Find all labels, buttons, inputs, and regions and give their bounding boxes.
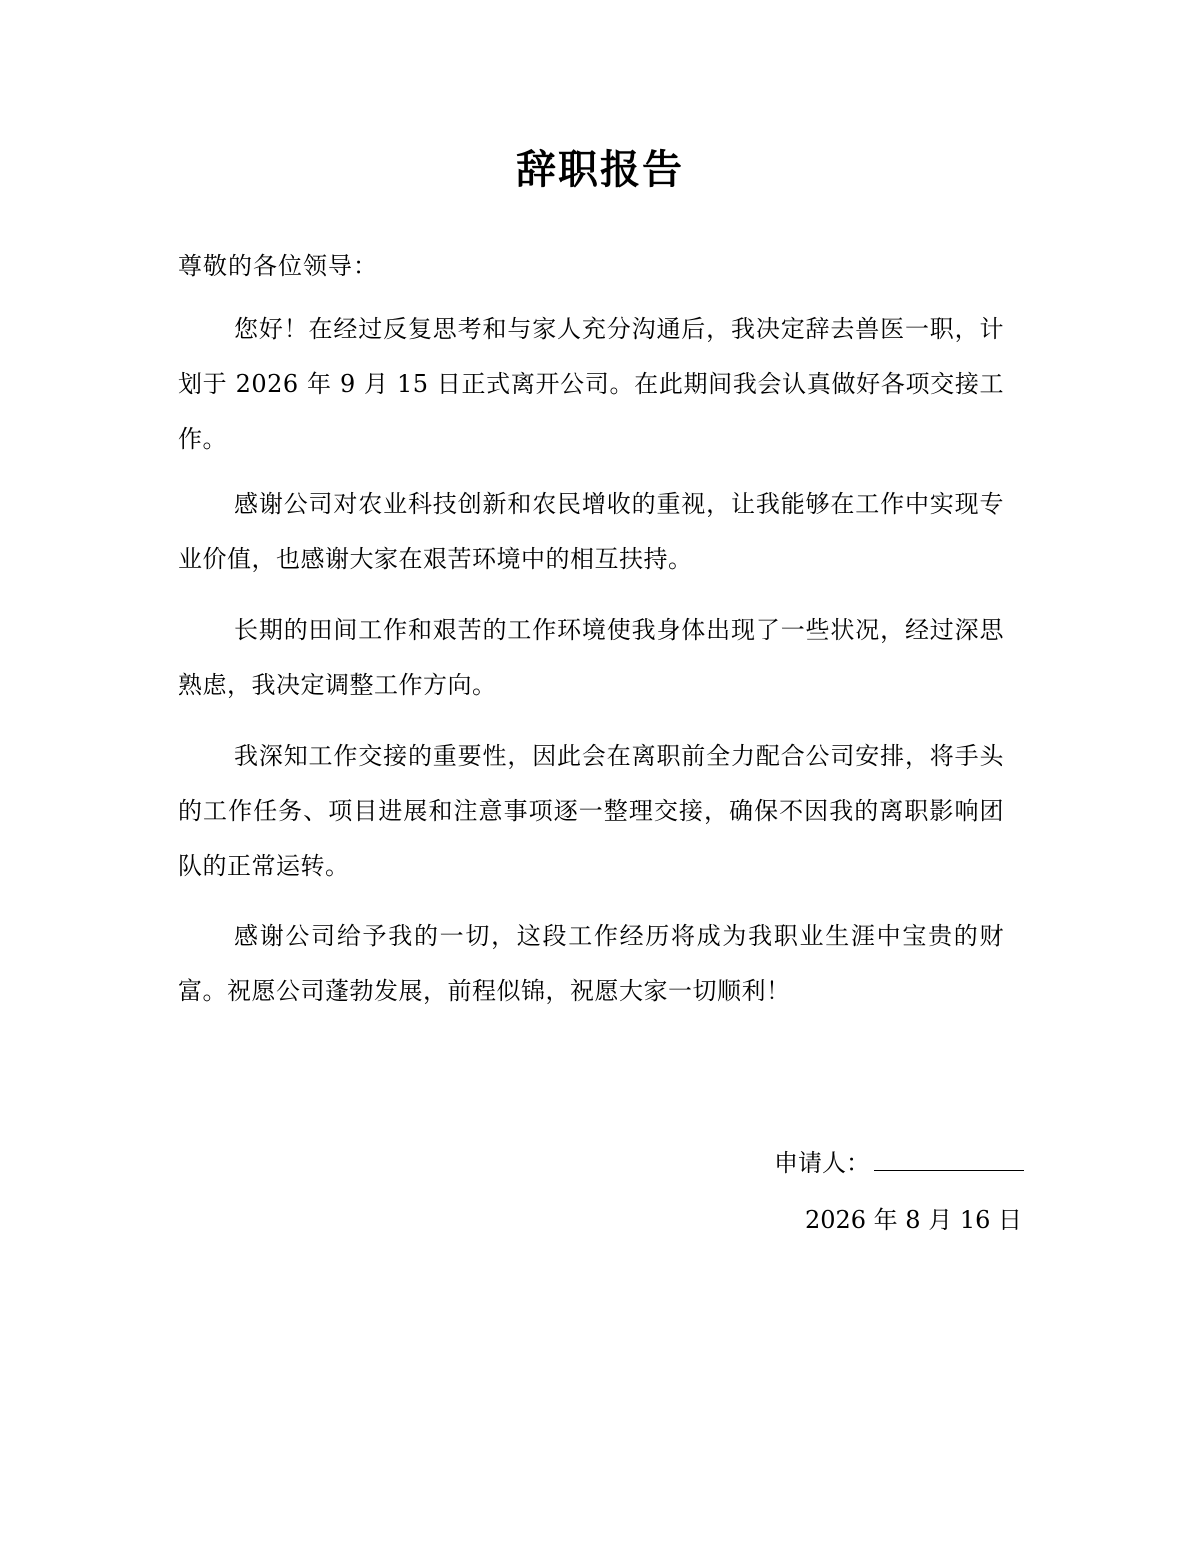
signature-label: 申请人：: [774, 1149, 870, 1177]
paragraph-5: 感谢公司给予我的一切，这段工作经历将成为我职业生涯中宝贵的财富。祝愿公司蓬勃发展，前程似锦，祝愿大家一切顺利！: [178, 922, 1004, 1005]
paragraph-4: 我深知工作交接的重要性，因此会在离职前全力配合公司安排，将手头的工作任务、项目进展和注意事项逐一整理交接，确保不因我的离职影响团队的正常运转。: [178, 742, 1004, 880]
document-date: 2026 年 8 月 16 日: [804, 1206, 1022, 1234]
signature-block: [774, 1142, 1024, 1183]
salutation: 尊敬的各位领导：: [178, 252, 378, 280]
paragraph-3: 长期的田间工作和艰苦的工作环境使我身体出现了一些状况，经过深思熟虑，我决定调整工作方向。: [178, 616, 1004, 699]
signature-line: [874, 1142, 1024, 1171]
paragraph-1: 您好！在经过反复思考和与家人充分沟通后，我决定辞去兽医一职，计划于 2026 年 9 月 15 日正式离开公司。在此期间我会认真做好各项交接工作。: [178, 315, 1004, 453]
paragraph-2: 感谢公司对农业科技创新和农民增收的重视，让我能够在工作中实现专业价值，也感谢大家在艰苦环境中的相互扶持。: [178, 490, 1004, 573]
document-title: 辞职报告: [516, 147, 684, 193]
